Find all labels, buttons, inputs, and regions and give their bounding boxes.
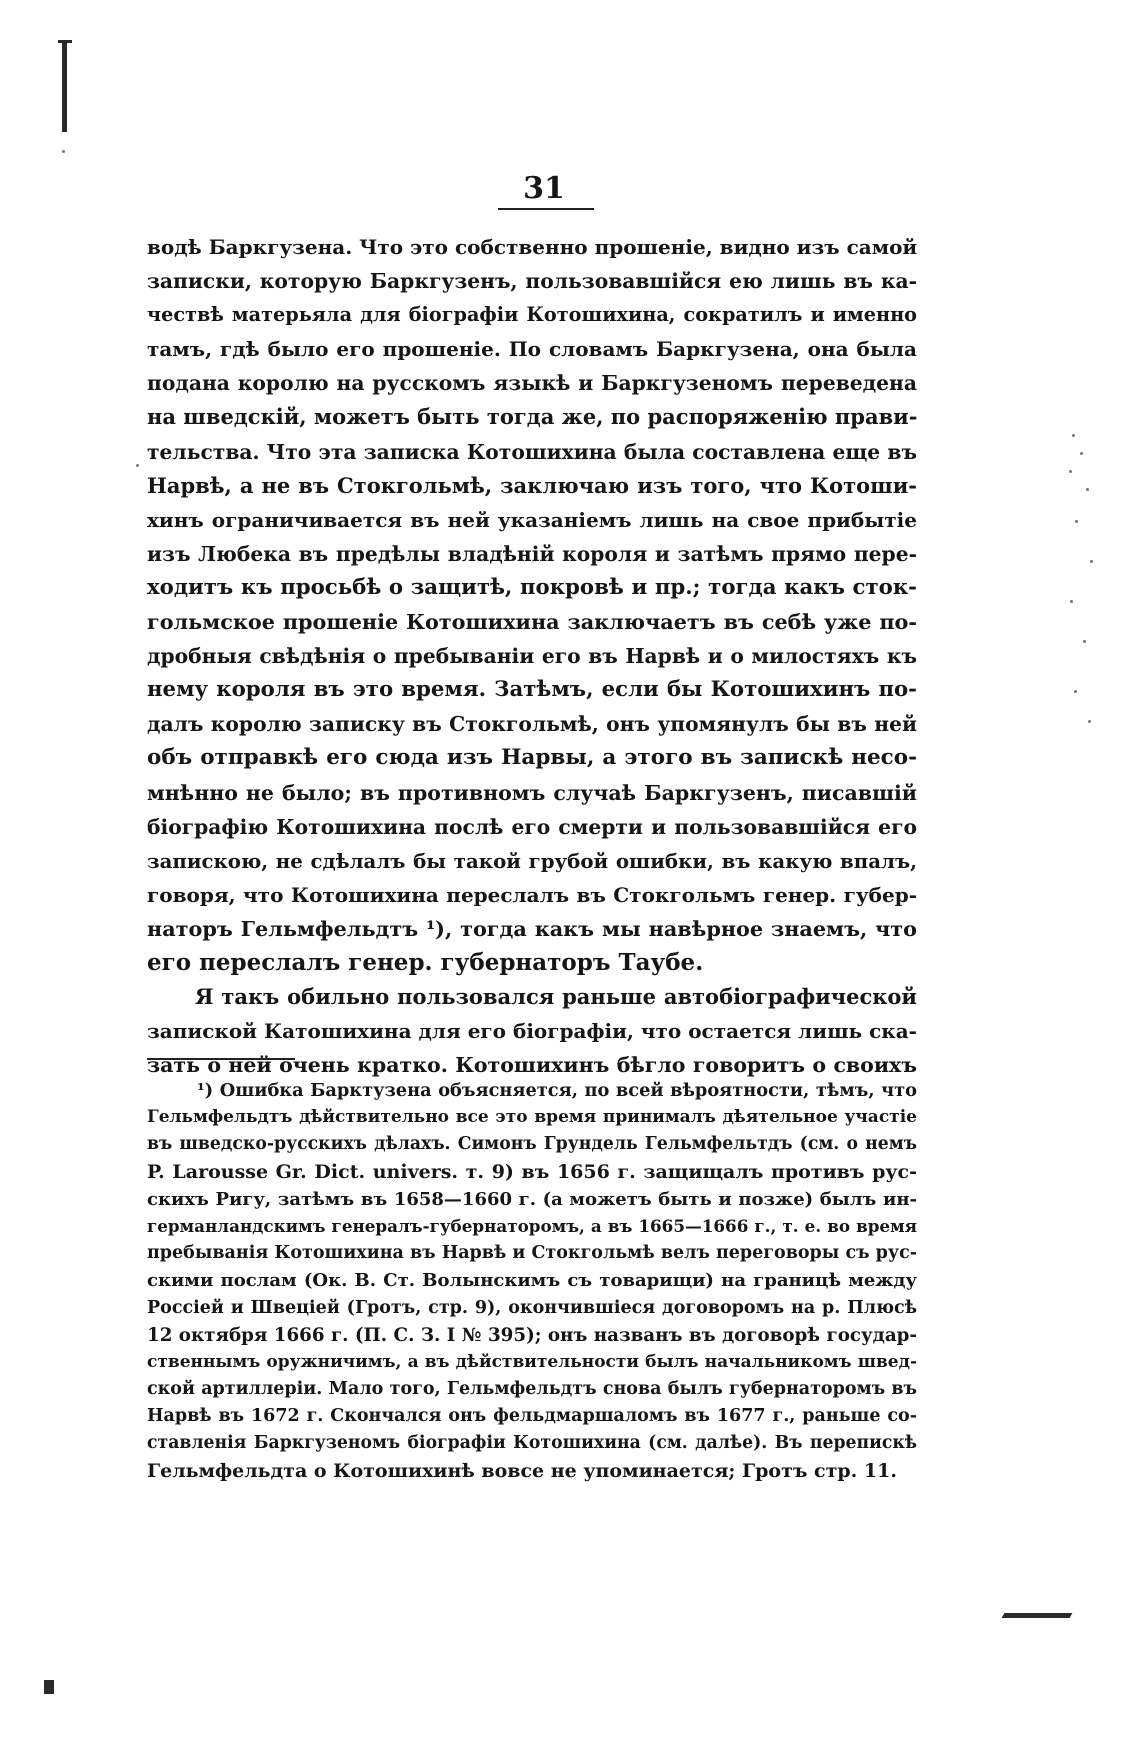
- footnote-line: пребыванія Котошихина въ Нарвѣ и Стокгольмѣ велъ переговоры съ рус-: [147, 1243, 917, 1264]
- footnote-line: германландскимъ генералъ-губернаторомъ, а въ 1665—1666 г., т. е. во время: [147, 1215, 917, 1236]
- text-line: водѣ Баркгузена. Что это собственно прошеніе, видно изъ самой: [147, 235, 918, 259]
- text-line: мнѣнно не было; въ противномъ случаѣ Баркгузенъ, писавшій: [147, 780, 917, 805]
- footnote-line: Гельмфельдтъ дѣйствительно все это время принималъ дѣятельное участіе: [147, 1107, 917, 1128]
- page-number: 31: [523, 171, 565, 206]
- scan-edge-mark: [62, 40, 67, 132]
- footnote-line: въ шведско-русскихъ дѣлахъ. Симонъ Грундель Гельмфельтдъ (см. о немъ: [147, 1134, 917, 1155]
- footnote-line: ставленія Баркгузеномъ біографіи Котошихина (см. далѣе). Въ перепискѣ: [147, 1433, 917, 1454]
- text-line: объ отправкѣ его сюда изъ Нарвы, а этого въ запискѣ несо-: [147, 745, 917, 771]
- footnote-line: скими послам (Ок. В. Ст. Волынскимъ съ товарищи) на границѣ между: [147, 1270, 917, 1292]
- text-line: подана королю на русскомъ языкѣ и Баркгузеномъ переведена: [147, 371, 917, 396]
- text-line: гольмское прошеніе Котошихина заключаетъ въ себѣ уже по-: [147, 610, 917, 635]
- text-line: тельства. Что эта записка Котошихина была составлена еще въ: [147, 439, 917, 464]
- footnote-line: 12 октября 1666 г. (П. С. З. I № 395); онъ названъ въ договорѣ государ-: [147, 1324, 917, 1346]
- text-line: записки, которую Баркгузенъ, пользовавшійся ею лишь въ ка-: [147, 269, 917, 294]
- header-rule: [498, 208, 594, 210]
- footnote-line: ¹) Ошибка Барктузена объясняется, по всей вѣроятности, тѣмъ, что: [197, 1080, 917, 1101]
- text-line: нему короля въ это время. Затѣмъ, если бы Котошихинъ по-: [147, 677, 917, 703]
- text-line: говоря, что Котошихина переслалъ въ Стокгольмъ генер. губер-: [147, 882, 917, 907]
- scan-edge-tick: [58, 40, 72, 43]
- text-line-paragraph-end: его переслалъ генер. губернаторъ Таубе.: [147, 948, 704, 976]
- text-line: зать о ней очень кратко. Котошихинъ бѣгло говоритъ о своихъ: [147, 1053, 917, 1078]
- footnote-line: Нарвѣ въ 1672 г. Скончался онъ фельдмаршаломъ въ 1677 г., раньше со-: [147, 1406, 917, 1427]
- footnote-line: ской артиллеріи. Мало того, Гельмфельдтъ снова былъ губернаторомъ въ: [147, 1379, 917, 1400]
- footnote-line-end: Гельмфельдта о Котошихинѣ вовсе не упоминается; Гротъ стр. 11.: [147, 1459, 897, 1482]
- footnote-line: P. Larousse Gr. Dict. univers. т. 9) въ 1656 г. защищалъ противъ рус-: [147, 1160, 917, 1183]
- text-line: наторъ Гельмфельдтъ ¹), тогда какъ мы навѣрное знаемъ, что: [147, 916, 917, 941]
- text-line: ходитъ къ просьбѣ о защитѣ, покровѣ и пр.; тогда какъ сток-: [147, 574, 917, 600]
- text-line: запискою, не сдѣлалъ бы такой грубой ошибки, въ какую впалъ,: [147, 848, 917, 873]
- footnote: [147, 1077, 917, 1485]
- text-line: біографію Котошихина послѣ его смерти и пользовавшійся его: [147, 814, 917, 839]
- footnote-line: скихъ Ригу, затѣмъ въ 1658—1660 г. (а можетъ быть и позже) былъ ин-: [147, 1188, 917, 1210]
- text-line: тамъ, гдѣ было его прошеніе. По словамъ Баркгузена, она была: [147, 337, 917, 362]
- text-line: на шведскій, можетъ быть тогда же, по распоряженію прави-: [147, 404, 918, 430]
- scan-corner-mark: [44, 1680, 54, 1694]
- text-line: дробныя свѣдѣнія о пребываніи его въ Нарвѣ и о милостяхъ къ: [147, 644, 917, 669]
- text-line: хинъ ограничивается въ ней указаніемъ лишь на свое прибытіе: [147, 507, 917, 532]
- footnote-line: Россіей и Швеціей (Гротъ, стр. 9), окончившіеся договоромъ на р. Плюсѣ: [147, 1297, 917, 1318]
- footnote-rule: [147, 1058, 295, 1060]
- text-line: изъ Любека въ предѣлы владѣній короля и затѣмъ прямо пере-: [147, 541, 917, 566]
- text-line: чествѣ матерьяла для біографіи Котошихина, сократилъ и именно: [147, 303, 917, 327]
- footnote-line: ственнымъ оружничимъ, а въ дѣйствительности былъ начальникомъ швед-: [147, 1351, 917, 1372]
- text-line-paragraph-start: Я такъ обильно пользовался раньше автобіографической: [195, 984, 917, 1010]
- text-line: далъ королю записку въ Стокгольмѣ, онъ упомянулъ бы въ ней: [147, 712, 917, 737]
- text-line: Нарвѣ, а не въ Стокгольмѣ, заключаю изъ того, что Котоши-: [147, 472, 917, 498]
- main-text: [147, 230, 917, 1082]
- text-line: запиской Катошихина для его біографіи, что остается лишь ска-: [147, 1019, 917, 1044]
- scan-smudge: [1002, 1613, 1073, 1618]
